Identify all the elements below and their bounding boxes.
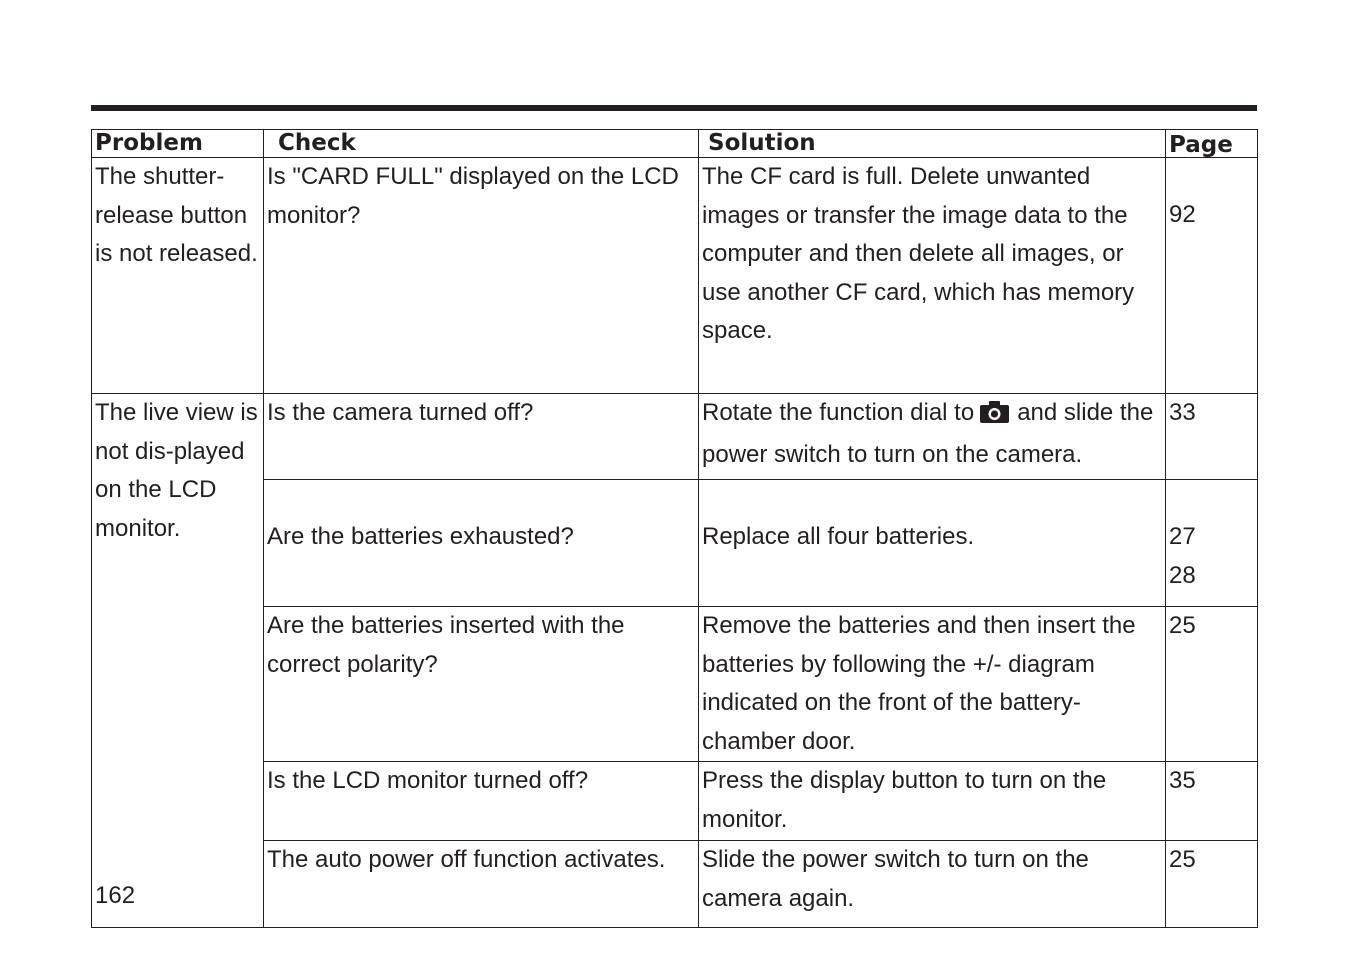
troubleshooting-table xyxy=(91,129,1258,928)
page-number: 162 xyxy=(95,882,136,909)
page-cell: 33 xyxy=(1166,394,1258,480)
solution-text: Rotate the function dial to xyxy=(702,399,975,426)
check-cell: Is the camera turned off? xyxy=(264,394,699,480)
page-cell: 92 xyxy=(1166,158,1258,394)
solution-cell xyxy=(699,394,1166,480)
page-cell: 27 28 xyxy=(1166,480,1258,607)
table-row xyxy=(92,762,1258,841)
header-solution: Solution xyxy=(699,130,1166,158)
table-row xyxy=(92,607,1258,762)
header-check: Check xyxy=(264,130,699,158)
solution-cell: Remove the batteries and then insert the batteries by following the +/- diagram indicated on the front of the battery-chamber door. xyxy=(699,607,1166,762)
header-problem: Problem xyxy=(92,130,264,158)
top-rule xyxy=(91,105,1257,111)
problem-cell: The shutter-release button is not released. xyxy=(92,158,264,394)
check-cell: Is "CARD FULL" displayed on the LCD monitor? xyxy=(264,158,699,394)
solution-cell: Replace all four batteries. xyxy=(699,480,1166,607)
table-row xyxy=(92,841,1258,928)
page-cell: 35 xyxy=(1166,762,1258,841)
solution-cell: Slide the power switch to turn on the camera again. xyxy=(699,841,1166,928)
check-cell: Are the batteries exhausted? xyxy=(264,480,699,607)
check-cell: Is the LCD monitor turned off? xyxy=(264,762,699,841)
header-page: Page xyxy=(1166,130,1258,158)
check-cell: Are the batteries inserted with the correct polarity? xyxy=(264,607,699,762)
camera-icon xyxy=(980,397,1009,436)
problem-cell: The live view is not dis-played on the LCD monitor. xyxy=(92,394,264,928)
check-cell: The auto power off function activates. xyxy=(264,841,699,928)
solution-cell: The CF card is full. Delete unwanted images or transfer the image data to the computer and then delete all images, or use another CF card, which has memory space. xyxy=(699,158,1166,394)
solution-text: and slide the power switch to turn on the camera. xyxy=(702,399,1154,468)
table-row xyxy=(92,480,1258,607)
table-header-row xyxy=(92,130,1258,158)
page-cell: 25 xyxy=(1166,607,1258,762)
table-row xyxy=(92,394,1258,480)
solution-cell: Press the display button to turn on the monitor. xyxy=(699,762,1166,841)
page-cell: 25 xyxy=(1166,841,1258,928)
table-row xyxy=(92,158,1258,394)
